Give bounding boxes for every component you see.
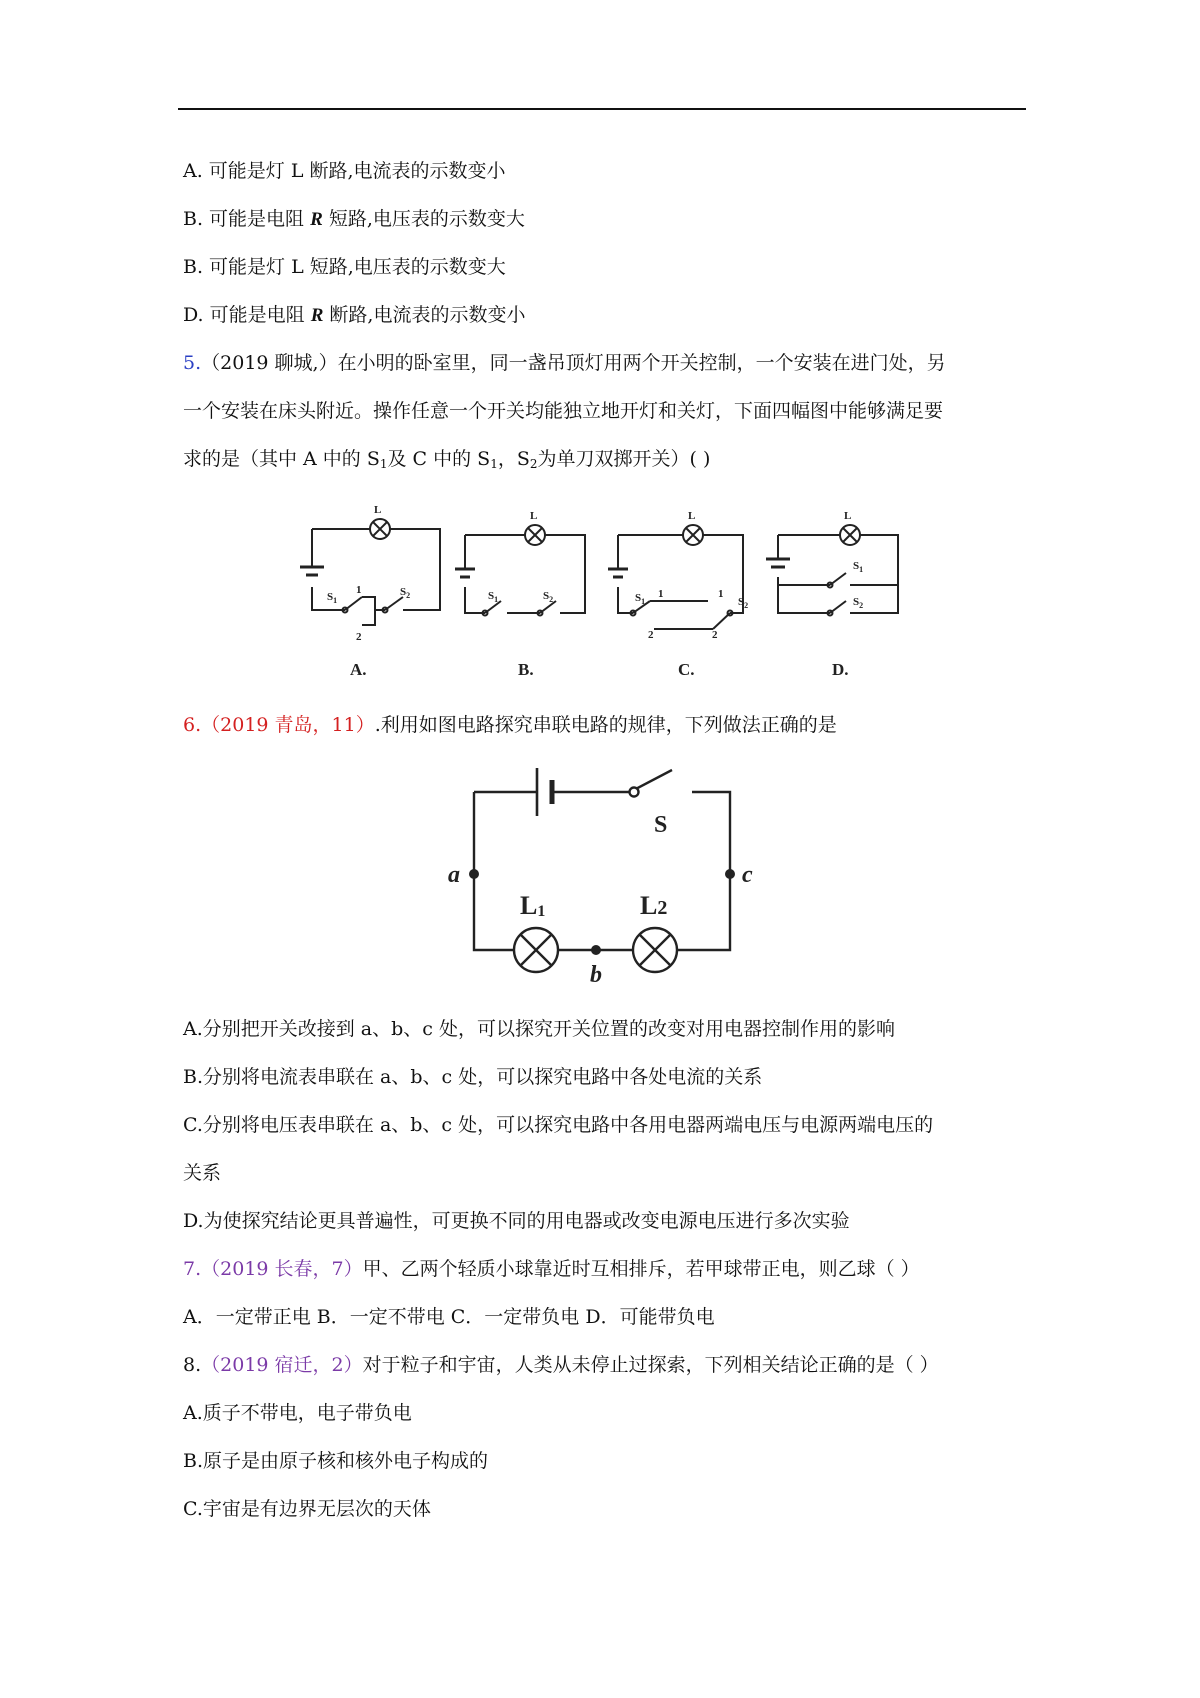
- lamp-label-b: L: [530, 510, 538, 522]
- q4-option-a: A. 可能是灯 L 断路,电流表的示数变小: [183, 160, 506, 182]
- terminal-c-2b: 2: [712, 629, 718, 641]
- q4-option-b: B. 可能是电阻 R 短路,电压表的示数变大: [183, 208, 525, 230]
- lamp-label-d: L: [844, 510, 852, 522]
- diagram-label-a: A.: [350, 660, 367, 679]
- q6-series-circuit: [440, 760, 770, 990]
- q5-line-2: 一个安装在床头附近。操作任意一个开关均能独立地开灯和关灯，下面四幅图中能够满足要: [183, 400, 944, 422]
- lamp-label-a: L: [374, 505, 382, 516]
- diagram-label-d: D.: [832, 660, 849, 679]
- q4-option-c: B. 可能是灯 L 短路,电压表的示数变大: [183, 256, 506, 278]
- lamp-label-l1: L1: [520, 891, 546, 920]
- q5-circuit-diagrams: [290, 505, 915, 685]
- q6-option-c-line-2: 关系: [183, 1162, 222, 1184]
- lamp-label-c: L: [688, 510, 696, 522]
- q6-option-a: A.分别把开关改接到 a、b、c 处，可以探究开关位置的改变对用电器控制作用的影响: [183, 1018, 895, 1040]
- header-rule: [178, 108, 1026, 110]
- circuit-b: [455, 525, 585, 616]
- lamp-label-l2: L2: [640, 891, 668, 920]
- q8-stem: 8.（2019 宿迁，2）对于粒子和宇宙，人类从未停止过探索，下列相关结论正确的是（ ）: [183, 1354, 939, 1376]
- switch-label-d-1: $S_1$: [853, 560, 864, 574]
- point-label-c: c: [742, 862, 753, 888]
- terminal-c-2: 2: [648, 629, 654, 641]
- q5-line-1: 5.（2019 聊城,）在小明的卧室里，同一盏吊顶灯用两个开关控制，一个安装在进门处，另: [183, 352, 946, 374]
- q4-option-d: D. 可能是电阻 R 断路,电流表的示数变小: [183, 304, 526, 326]
- terminal-a-1: 1: [356, 584, 362, 596]
- q7-stem: 7.（2019 长春，7）甲、乙两个轻质小球靠近时互相排斥，若甲球带正电，则乙球（ ）: [183, 1258, 920, 1280]
- q8-option-a: A.质子不带电，电子带负电: [183, 1402, 412, 1424]
- q6-stem: 6.（2019 青岛，11）.利用如图电路探究串联电路的规律，下列做法正确的是: [183, 714, 837, 736]
- circuit-d: [766, 525, 898, 616]
- switch-label-a-2: $S_2$: [400, 586, 411, 600]
- terminal-c-1: 1: [658, 588, 664, 600]
- circuit-a: [300, 519, 440, 625]
- q7-options: A．一定带正电 B．一定不带电 C．一定带负电 D．可能带负电: [183, 1306, 715, 1328]
- switch-label-a-1: $S_1$: [327, 591, 338, 605]
- switch-label-c-1: $S_1$: [635, 592, 646, 606]
- point-label-b: b: [590, 962, 602, 988]
- q5-line-3: 求的是（其中 A 中的 $S_1$及 C 中的 $S_1$，$S_2$为单刀双掷开关）( ): [183, 448, 711, 471]
- q6-option-b: B.分别将电流表串联在 a、b、c 处，可以探究电路中各处电流的关系: [183, 1066, 763, 1088]
- diagram-label-b: B.: [518, 660, 534, 679]
- switch-label-b-1: $S_1$: [488, 590, 499, 604]
- switch-label-d-2: $S_2$: [853, 596, 864, 610]
- switch-label-s: S: [654, 812, 668, 838]
- q6-option-c-line-1: C.分别将电压表串联在 a、b、c 处，可以探究电路中各用电器两端电压与电源两端电压的: [183, 1114, 934, 1136]
- q8-option-c: C.宇宙是有边界无层次的天体: [183, 1498, 431, 1520]
- switch-label-b-2: $S_2$: [543, 590, 554, 604]
- terminal-c-1b: 1: [718, 588, 724, 600]
- q8-option-b: B.原子是由原子核和核外电子构成的: [183, 1450, 489, 1472]
- diagram-label-c: C.: [678, 660, 695, 679]
- point-label-a: a: [448, 862, 460, 888]
- q6-option-d: D.为使探究结论更具普遍性，可更换不同的用电器或改变电源电压进行多次实验: [183, 1210, 850, 1232]
- circuit-c: [608, 525, 743, 629]
- switch-label-c-2: $S_2$: [738, 596, 749, 610]
- terminal-a-2: 2: [356, 631, 362, 643]
